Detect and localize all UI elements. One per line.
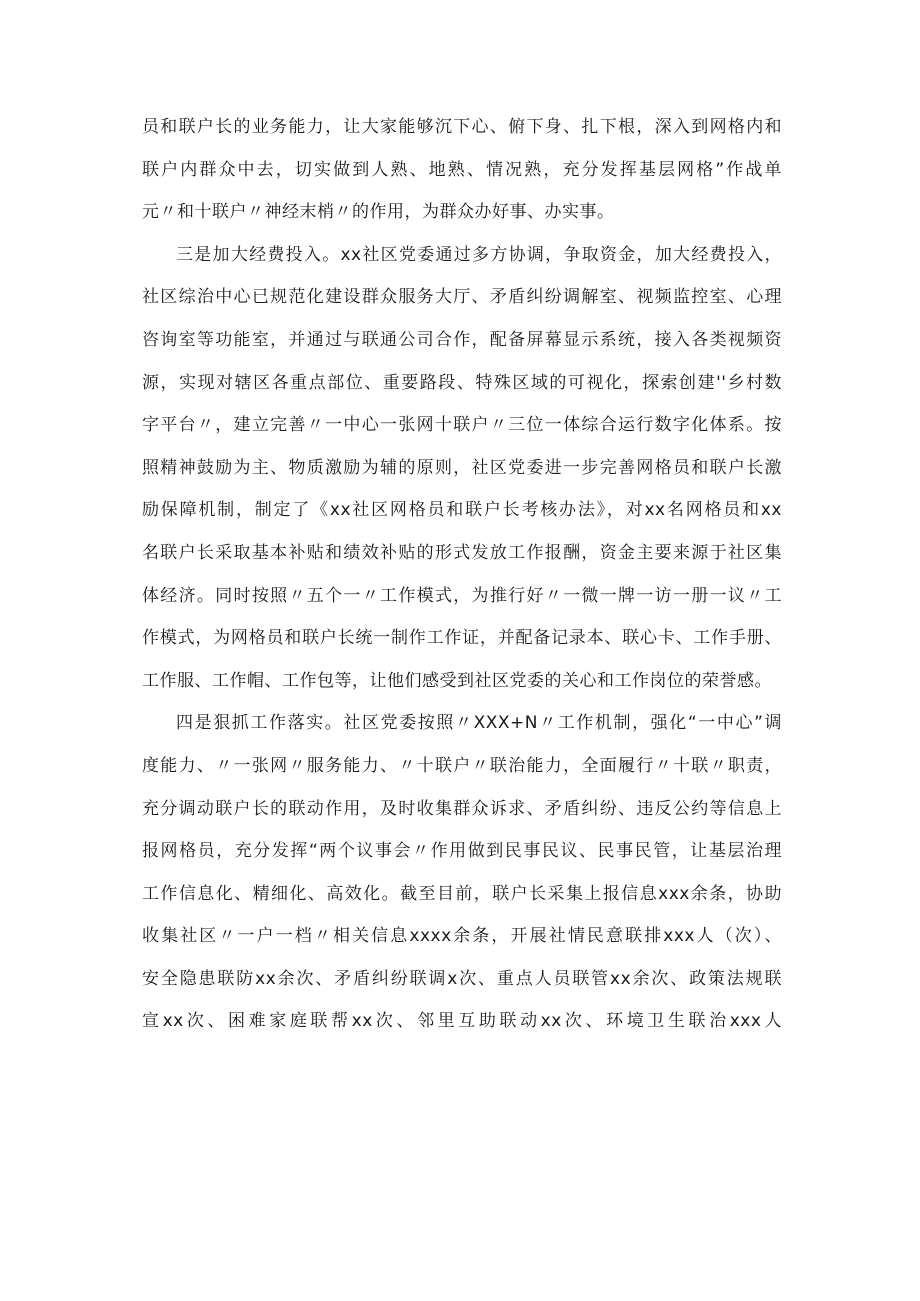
text-line: 社区综治中心已规范化建设群众服务大厅、矛盾纠纷调解室、视频监控室、心理 [142, 287, 782, 308]
text-line: 字平台〃，建立完善〃一中心一张网十联户〃三位一体综合运行数字化体系。按 [142, 415, 782, 436]
text-line: 收集社区〃一户一档〃相关信息xxxx余条，开展社情民意联排xxx人（次）、 [142, 926, 782, 947]
text-line: 宣xx次、困难家庭联帮xx次、邻里互助联动xx次、环境卫生联治xxx人 [142, 1011, 782, 1032]
text-line: 体经济。同时按照〃五个一〃工作模式，为推行好〃一微一牌一访一册一议〃工 [142, 585, 782, 606]
text-line: 源，实现对辖区各重点部位、重要路段、特殊区域的可视化，探索创建''乡村数 [142, 372, 782, 393]
text-line: 工作服、工作帽、工作包等，让他们感受到社区党委的关心和工作岗位的荣誉感。 [142, 670, 772, 691]
text-line: 作模式，为网格员和联户长统一制作工作证，并配备记录本、联心卡、工作手册、 [142, 628, 782, 649]
text-line: 照精神鼓励为主、物质激励为辅的原则，社区党委进一步完善网格员和联户长激 [142, 457, 782, 478]
text-line: 报网格员，充分发挥“两个议事会〃作用做到民事民议、民事民管，让基层治理 [142, 841, 782, 862]
document-body [142, 106, 782, 1043]
text-line: 员和联户长的业务能力，让大家能够沉下心、俯下身、扎下根，深入到网格内和 [142, 117, 782, 137]
text-line: 元〃和十联户〃神经末梢〃的作用，为群众办好事、办实事。 [142, 202, 615, 223]
text-line: 安全隐患联防xx余次、矛盾纠纷联调x次、重点人员联管xx余次、政策法规联 [142, 968, 782, 989]
text-line: 工作信息化、精细化、高效化。截至目前，联户长采集上报信息xxx余条，协助 [142, 883, 782, 904]
text-line: 充分调动联户长的联动作用，及时收集群众诉求、矛盾纠纷、违反公约等信息上 [142, 798, 782, 819]
text-line: 励保障机制，制定了《xx社区网格员和联户长考核办法》，对xx名网格员和xx [142, 500, 782, 521]
text-line: 咨询室等功能室，并通过与联通公司合作，配备屏幕显示系统，接入各类视频资 [142, 329, 782, 350]
paragraph-start-line: 四是狠抓工作落实。社区党委按照〃XXX+N〃工作机制，强化“一中心”调 [176, 713, 782, 734]
text-line: 度能力、〃一张网〃服务能力、〃十联户〃联治能力，全面履行〃十联〃职责， [142, 755, 782, 776]
text-line: 联户内群众中去，切实做到人熟、地熟、情况熟，充分发挥基层网格”作战单 [142, 159, 782, 180]
paragraph-start-line: 三是加大经费投入。xx社区党委通过多方协调，争取资金，加大经费投入， [176, 244, 782, 265]
text-line: 名联户长采取基本补贴和绩效补贴的形式发放工作报酬，资金主要来源于社区集 [142, 542, 782, 563]
